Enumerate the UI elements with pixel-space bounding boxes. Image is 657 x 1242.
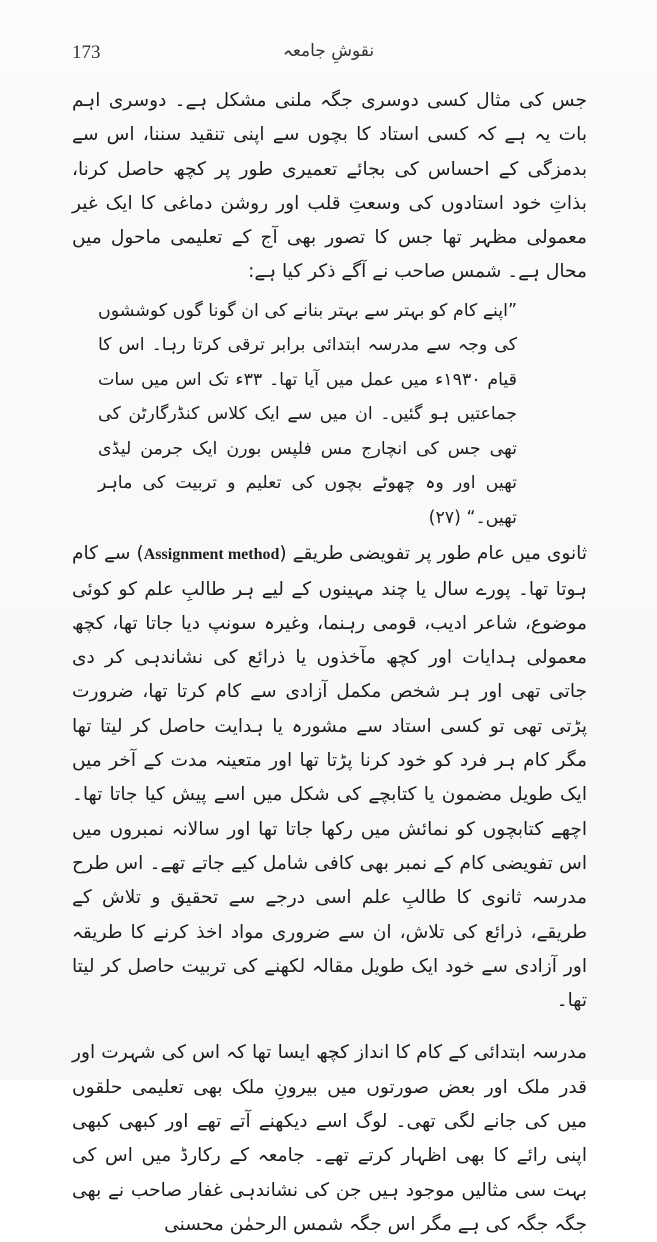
running-title: نقوشِ جامعہ: [282, 41, 375, 61]
page-number: 173: [72, 42, 101, 63]
paragraph-2-rest: ) سے کام ہوتا تھا۔ پورے سال یا چند مہینوں کے لیے ہر طالبِ علم کو کوئی موضوع، شاعر ادیب، قومی رہنما، وغیرہ سونپ دیا جاتا تھا، کچھ معمولی ہدایات اور کچھ مآخذوں یا ذرائع کی نشاندہی کر دی جاتی تھی اور ہر شخص مکمل آزادی سے کام کرتا تھا، ضرورت پڑتی تھی تو کسی استاد سے مشورہ یا ہدایت حاصل کر لیتا تھا مگر کام ہر فرد کو خود کرنا پڑتا تھا اور متعینہ مدت کے آخر میں ایک طویل مضمون یا کتابچے کی شکل میں اسے پیش کیا جاتا تھا۔ اچھے کتابچوں کو نمائش میں رکھا جاتا تھا اور سالانہ نمبروں میں اس تفویضی کام کے نمبر بھی کافی شامل کیے جاتے تھے۔ اس طرح مدرسہ ثانوی کا طالبِ علم اسی درجے سے تحقیق و تلاش کے طریقے، ذرائع کی تلاش، ان سے ضروری مواد اخذ کرنے کا طریقہ اور آزادی سے خود ایک طویل مقالہ لکھنے کی تربیت حاصل کر لیتا تھا۔: [72, 543, 587, 1012]
paragraph-2-start: ثانوی میں عام طور پر تفویضی طریقے (: [279, 543, 587, 565]
body-text: [72, 84, 587, 1242]
page-header: [60, 40, 597, 70]
block-quote: ”اپنے کام کو بہتر سے بہتر بنانے کی ان گونا گوں کوششوں کی وجہ سے مدرسہ ابتدائی برابر ترقی کرتا رہا۔ اس کا قیام ۱۹۳۰ء میں عمل میں آیا تھا۔ ۳۳ء تک اس میں سات جماعتیں ہو گئیں۔ ان میں سے ایک کلاس کنڈرگارٹن کی تھی جس کی انچارج مس فلپس بورن ایک جرمن لیڈی تھیں اور وہ چھوٹے بچوں کی تعلیم و تربیت کی ماہر تھیں۔“ (۲۷): [98, 300, 517, 528]
english-term: Assignment method: [143, 546, 280, 564]
paragraph-2: [72, 537, 587, 1018]
paragraph-1: جس کی مثال کسی دوسری جگہ ملنی مشکل ہے۔ دوسری اہم بات یہ ہے کہ کسی استاد کا بچوں سے اپنی تنقید سننا، اس سے بدمزگی کے احساس کی بجائے تعمیری طور پر کچھ حاصل کرنا، بذاتِ خود استادوں کی وسعتِ قلب اور روشن دماغی کا ایک غیر معمولی مظہر تھا جس کا تصور بھی آج کے تعلیمی ماحول میں محال ہے۔ شمس صاحب نے آگے ذکر کیا ہے:: [72, 90, 587, 283]
paragraph-3: مدرسہ ابتدائی کے کام کا انداز کچھ ایسا تھا کہ اس کی شہرت اور قدر ملک اور بعض صورتوں میں بیرونِ ملک بھی تعلیمی حلقوں میں کی جانے لگی تھی۔ لوگ اسے دیکھنے آتے تھے اور کبھی کبھی اپنی رائے کا بھی اظہار کرتے تھے۔ جامعہ کے رکارڈ میں اس کی بہت سی مثالیں موجود ہیں جن کی نشاندہی غفار صاحب نے بھی جگہ جگہ کی ہے مگر اس جگہ شمس الرحمٰن محسنی: [72, 1042, 587, 1235]
